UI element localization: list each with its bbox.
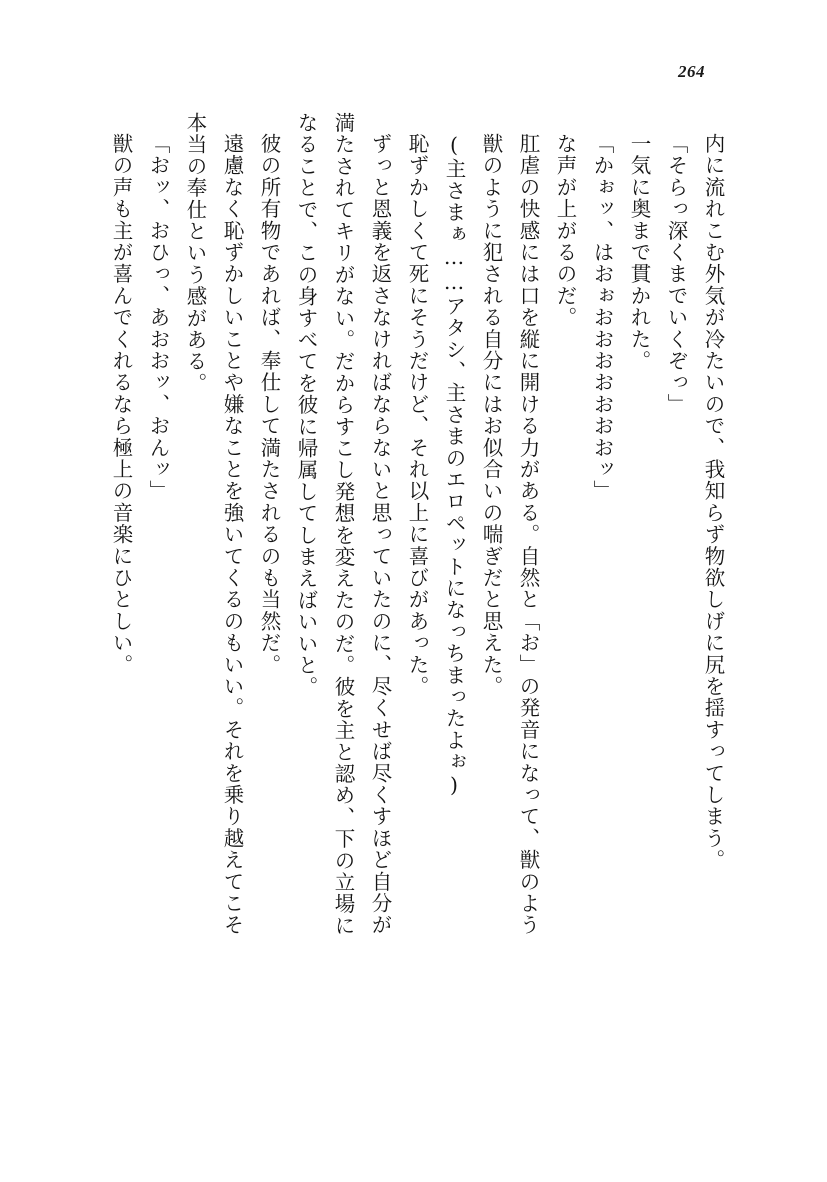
body-text — [96, 112, 731, 1112]
paragraph: な声が上がるのだ。 — [553, 132, 577, 328]
paragraph: 獣のように犯される自分にはお似合いの喘ぎだと思えた。 — [479, 132, 503, 697]
paragraph: 獣の声も主が喜んでくれるなら極上の音楽にひとしい。 — [109, 132, 133, 675]
paragraph: 彼の所有物であれば、奉仕して満たされるのも当然だ。 — [257, 132, 281, 675]
paragraph: 遠慮なく恥ずかしいことや嫌なことを強いてくるのもいい。それを乗り越えてこそ — [220, 132, 244, 936]
paragraph: 「そらっ深くまでいくぞっ」 — [664, 132, 688, 415]
paragraph: 恥ずかしくて死にそうだけど、それ以上に喜びがあった。 — [405, 132, 429, 697]
paragraph: 「おッ、おひっ、あおおッ、おんッ」 — [146, 132, 170, 502]
paragraph: なることで、この身すべてを彼に帰属してしまえばいいと。 — [294, 112, 318, 698]
paragraph: 「かぉッ、はおぉおおおおおおおッ」 — [590, 132, 614, 502]
paragraph: 本当の奉仕という感がある。 — [183, 112, 207, 395]
paragraph: ずっと恩義を返さなければならないと思っていたのに、尽くせば尽くすほど自分が — [368, 132, 392, 936]
paragraph: 肛虐の快感には口を縦に開ける力がある。自然と「お」の発音になって、獣のよう — [516, 132, 540, 936]
paragraph: 満たされてキリがない。だからすこし発想を変えたのだ。彼を主と認め、下の立場に — [331, 112, 355, 937]
page-number: 264 — [678, 62, 705, 81]
paragraph: 内に流れこむ外気が冷たいので、我知らず物欲しげに尻を揺すってしまう。 — [701, 132, 725, 871]
paragraph: 一気に奥まで貫かれた。 — [627, 132, 651, 372]
paragraph: (主さまぁ……アタシ、主さまのエロペットになっちまったよぉ) — [442, 132, 466, 798]
